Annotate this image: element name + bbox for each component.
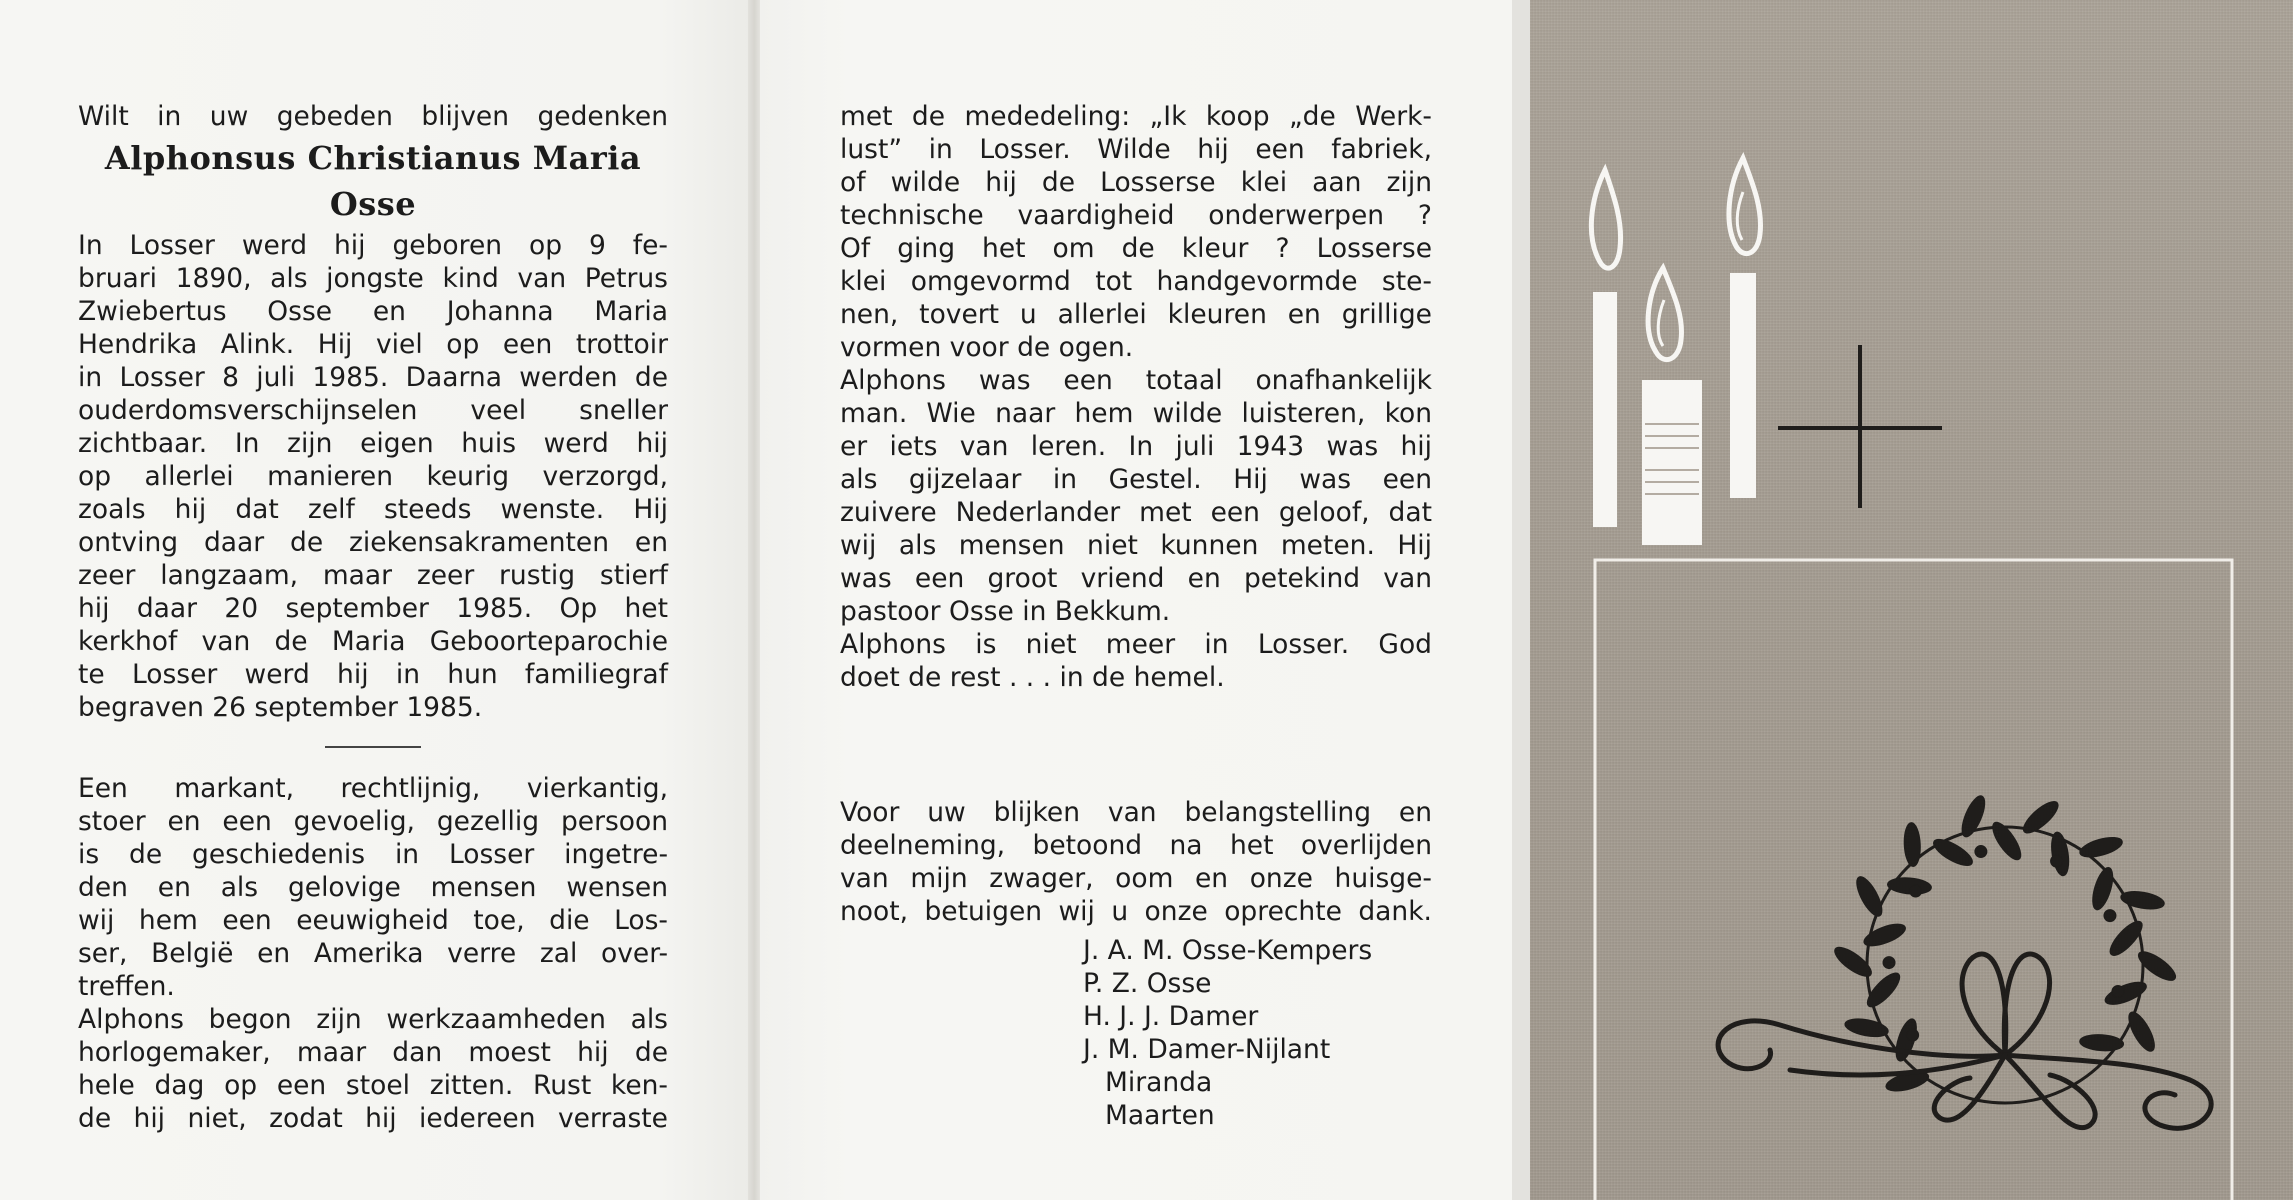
child-name: Miranda <box>1105 1067 1213 1098</box>
text-line: er iets van leren. In juli 1943 was hij <box>840 431 1432 462</box>
text-line: Alphons is niet meer in Losser. God <box>840 629 1432 660</box>
text-line: horlogemaker, maar dan moest hij de <box>78 1037 668 1068</box>
text-line: is de geschiedenis in Losser ingetre- <box>78 839 668 870</box>
left-column <box>78 100 668 1135</box>
text-line: kerkhof van de Maria Geboorteparochie <box>78 626 668 657</box>
text-line: van mijn zwager, oom en onze huisge- <box>840 863 1432 894</box>
laurel-berry <box>2112 985 2124 997</box>
deceased-name-line2: Osse <box>329 185 417 223</box>
text-line: of wilde hij de Losserse klei aan zijn <box>840 167 1432 198</box>
text-line: ouderdomsverschijnselen veel sneller <box>78 395 668 426</box>
section-divider <box>325 746 421 748</box>
laurel-berry <box>1883 957 1895 969</box>
laurel-leaf <box>2124 1009 2159 1055</box>
cover-illustration <box>1530 0 2293 1200</box>
left-page <box>0 0 750 1200</box>
biography-paragraph <box>78 229 668 724</box>
text-line: zichtbaar. In zijn eigen huis werd hij <box>78 428 668 459</box>
text-line: Alphons begon zijn werkzaamheden als <box>78 1004 668 1035</box>
laurel-leaf <box>2119 889 2165 912</box>
laurel-leaf <box>2102 978 2149 1009</box>
intro-line: Wilt in uw gebeden blijven gedenken <box>78 101 668 132</box>
cross-icon <box>1778 345 1942 508</box>
signatory-name: J. A. M. Osse-Kempers <box>1083 935 1373 966</box>
laurel-berry <box>2051 855 2063 867</box>
laurel-berry <box>1907 1029 1919 1041</box>
text-line: te Losser werd hij in hun familiegraf <box>78 659 668 690</box>
laurel-leaf <box>2078 834 2125 861</box>
text-line: treffen. <box>78 971 175 1002</box>
text-line: nen, tovert u allerlei kleuren en grillige <box>840 299 1432 330</box>
text-line: pastoor Osse in Bekkum. <box>840 596 1171 627</box>
text-line: begraven 26 september 1985. <box>78 692 483 723</box>
laurel-berry <box>1975 846 1987 858</box>
text-line: Of ging het om de kleur ? Losserse <box>840 233 1432 264</box>
text-line: was een groot vriend en petekind van <box>840 563 1432 594</box>
text-line: zoals hij dat zelf steeds wenste. Hij <box>78 494 668 525</box>
text-line: ser, België en Amerika verre zal over- <box>78 938 668 969</box>
laurel-leaf <box>2089 865 2117 912</box>
signatory-name: J. M. Damer-Nijlant <box>1083 1034 1331 1065</box>
text-line: Hendrika Alink. Hij viel op een trottoir <box>78 329 668 360</box>
text-line: Een markant, rechtlijnig, vierkantig, <box>78 773 668 804</box>
deceased-name-line1: Alphonsus Christianus Maria <box>104 139 642 177</box>
text-line: noot, betuigen wij u onze oprechte dank. <box>840 896 1432 927</box>
ribbon-icon <box>1718 954 2211 1128</box>
text-line: zuivere Nederlander met een geloof, dat <box>840 497 1432 528</box>
text-line: man. Wie naar hem wilde luisteren, kon <box>840 398 1432 429</box>
text-line: op allerlei manieren keurig verzorgd, <box>78 461 668 492</box>
card-gap <box>1512 0 1530 1200</box>
text-line: deelneming, betoond na het overlijden <box>840 830 1432 861</box>
laurel-leaf <box>1988 818 2026 863</box>
story-paragraph <box>840 100 1432 694</box>
text-line: vormen voor de ogen. <box>840 332 1134 363</box>
laurel-leaf <box>1861 920 1908 951</box>
text-line: In Losser werd hij geboren op 9 fe- <box>78 230 668 261</box>
thanks-paragraph <box>840 796 1432 928</box>
text-line: hele dag op een stoel zitten. Rust ken- <box>78 1070 668 1101</box>
text-line: stoer en een gevoelig, gezellig persoon <box>78 806 668 837</box>
candles-icon <box>1591 158 1760 545</box>
middle-column <box>840 100 1432 1132</box>
laurel-leaf <box>1852 873 1887 919</box>
text-line: Alphons was een totaal onafhankelijk <box>840 365 1432 396</box>
signatures <box>840 934 1432 1132</box>
text-line: ontving daar de ziekensakramenten en <box>78 527 668 558</box>
text-line: lust” in Losser. Wilde hij een fabriek, <box>840 134 1432 165</box>
text-line: Voor uw blijken van belangstelling en <box>840 797 1432 828</box>
character-paragraph <box>78 772 668 1135</box>
cover-page <box>1530 0 2293 1200</box>
text-line: doet de rest . . . in de hemel. <box>840 662 1225 693</box>
text-line: wij hem een eeuwigheid toe, die Los- <box>78 905 668 936</box>
child-name: Maarten <box>1105 1100 1215 1131</box>
laurel-leaf <box>2079 1033 2124 1052</box>
text-line: de hij niet, zodat hij iedereen verraste <box>78 1103 668 1134</box>
laurel-berry <box>1910 885 1922 897</box>
text-line: technische vaardigheid onderwerpen ? <box>840 200 1432 231</box>
text-line: zeer langzaam, maar zeer rustig stierf <box>78 560 668 591</box>
text-line: hij daar 20 september 1985. Op het <box>78 593 668 624</box>
text-line: klei omgevormd tot handgevormde ste- <box>840 266 1432 297</box>
text-line: met de mededeling: „Ik koop „de Werk- <box>840 101 1432 132</box>
laurel-leaf <box>2049 831 2071 877</box>
laurel-leaf <box>1957 793 1989 840</box>
text-line: bruari 1890, als jongste kind van Petrus <box>78 263 668 294</box>
laurel-leaf <box>1903 822 1921 867</box>
text-line: Zwiebertus Osse en Johanna Maria <box>78 296 668 327</box>
text-line: in Losser 8 juli 1985. Daarna werden de <box>78 362 668 393</box>
text-line: den en als gelovige mensen wensen <box>78 872 668 903</box>
text-line: wij als mensen niet kunnen meten. Hij <box>840 530 1432 561</box>
signatory-name: P. Z. Osse <box>1083 968 1212 999</box>
signatory-name: H. J. J. Damer <box>1083 1001 1259 1032</box>
laurel-leaf <box>1843 1016 1889 1040</box>
laurel-leaf <box>1930 834 1976 870</box>
text-line: als gijzelaar in Gestel. Hij was een <box>840 464 1432 495</box>
laurel-berry <box>2104 910 2116 922</box>
